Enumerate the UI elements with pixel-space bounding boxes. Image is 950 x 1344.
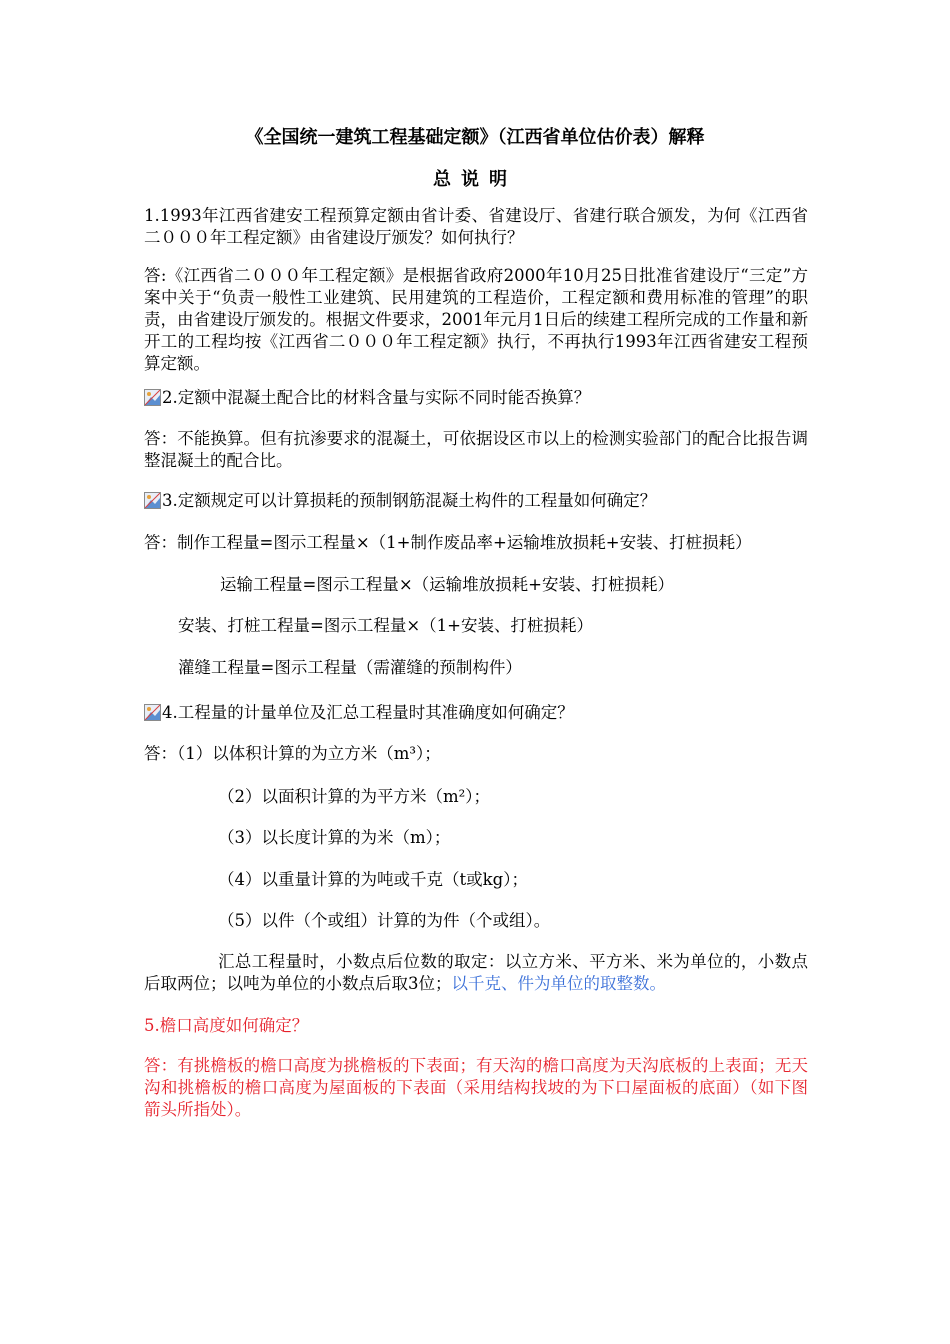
answer-3-line: 运输工程量=图示工程量×（运输堆放损耗+安装、打桩损耗） (220, 575, 674, 594)
question-4: 4.工程量的计量单位及汇总工程量时其准确度如何确定？ (162, 703, 574, 722)
summary-highlight: 以千克、件为单位的取整数。 (451, 974, 666, 993)
answer-4-line: （2）以面积计算的为平方米（m²）； (218, 787, 491, 806)
answer-4-line: （4）以重量计算的为吨或千克（t或kg）； (218, 870, 528, 889)
broken-image-icon (144, 389, 161, 406)
broken-image-icon (144, 704, 161, 721)
answer-4-line: （5）以件（个或组）计算的为件（个或组）。 (218, 911, 551, 930)
broken-image-icon (144, 492, 161, 509)
question-3-row (144, 490, 656, 512)
answer-3-line: 灌缝工程量=图示工程量（需灌缝的预制构件） (178, 658, 522, 677)
answer-3-line: 安装、打桩工程量=图示工程量×（1+安装、打桩损耗） (178, 616, 593, 635)
summary-text: 汇总工程量时，小数点后位数的取定：以立方米、平方米、米为单位的，小数点后取两位；以吨为单位的小数点后取3位； (144, 952, 808, 993)
document-title: 《全国统一建筑工程基础定额》（江西省单位估价表）解释 (245, 127, 705, 148)
question-2: 2.定额中混凝土配合比的材料含量与实际不同时能否换算？ (162, 388, 591, 407)
question-3: 3.定额规定可以计算损耗的预制钢筋混凝土构件的工程量如何确定？ (162, 491, 657, 510)
question-2-row (144, 387, 590, 409)
question-4-row (144, 702, 574, 724)
question-5: 5.檐口高度如何确定？ (144, 1016, 309, 1035)
answer-4-line: （3）以长度计算的为米（m）； (218, 828, 451, 847)
answer-4-summary (144, 951, 808, 995)
question-1: 1.1993年江西省建安工程预算定额由省计委、省建设厅、省建行联合颁发，为何《江西省二０００年工程定额》由省建设厅颁发？如何执行？ (144, 206, 808, 247)
answer-1: 答:《江西省二０００年工程定额》是根据省政府2000年10月25日批准省建设厅“三定”方案中关于“负责一般性工业建筑、民用建筑的工程造价，工程定额和费用标准的管理”的职责，由省建设厅颁发的。根据文件要求，2001年元月1日后的续建工程所完成的工作量和新开工的工程均按《江西省二０００年工程定额》执行，不再执行1993年江西省建安工程预算定额。 (144, 266, 808, 373)
answer-5: 答：有挑檐板的檐口高度为挑檐板的下表面；有天沟的檐口高度为天沟底板的上表面；无天沟和挑檐板的檐口高度为屋面板的下表面（采用结构找坡的为下口屋面板的底面）（如下图箭头所指处）。 (144, 1056, 808, 1119)
answer-2: 答：不能换算。但有抗渗要求的混凝土，可依据设区市以上的检测实验部门的配合比报告调整混凝土的配合比。 (144, 429, 808, 470)
section-subtitle: 总说明 (433, 169, 517, 190)
answer-3-line: 答：制作工程量=图示工程量×（1+制作废品率+运输堆放损耗+安装、打桩损耗） (144, 533, 752, 552)
answer-4-line: 答：（1）以体积计算的为立方米（m³）； (144, 744, 441, 763)
